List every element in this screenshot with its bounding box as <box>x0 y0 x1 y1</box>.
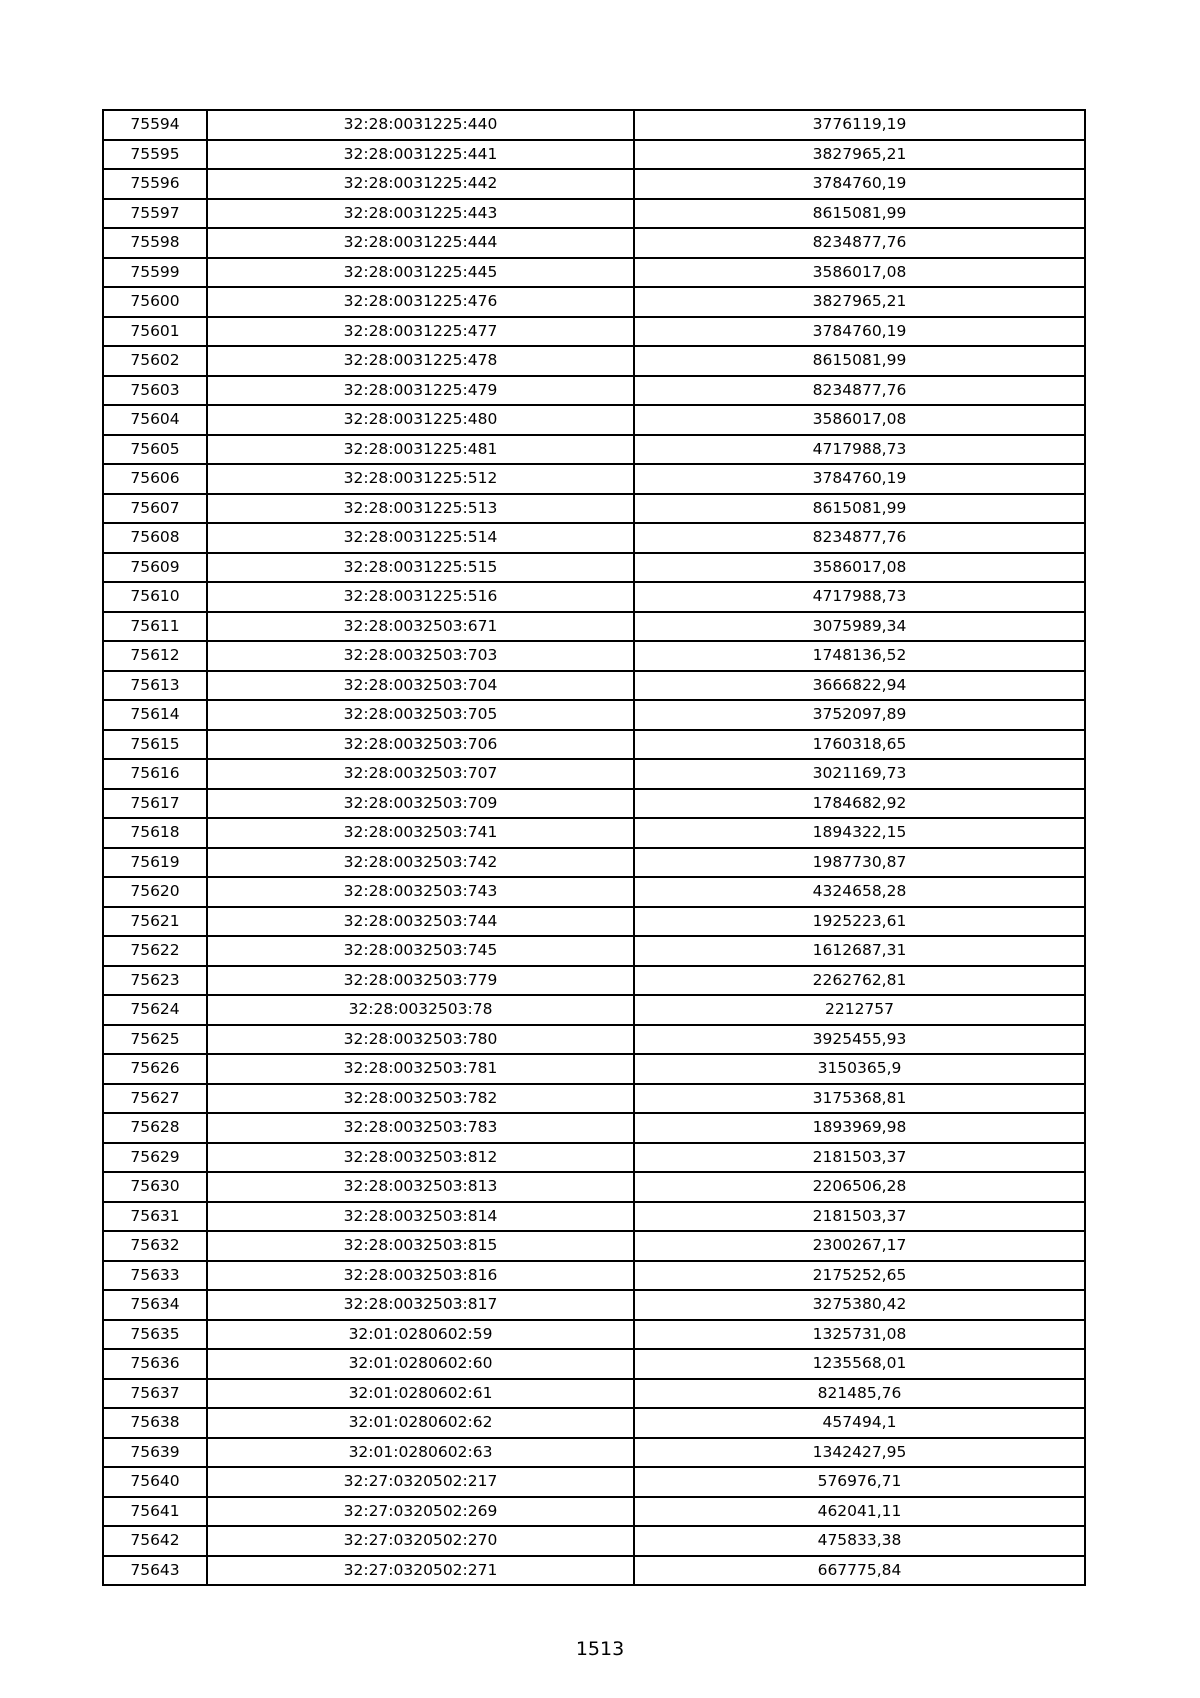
cadastral-value-cell: 2212757 <box>634 995 1085 1025</box>
table-row <box>103 1497 1085 1527</box>
cadastral-value-cell: 8234877,76 <box>634 228 1085 258</box>
cadastral-number-cell: 32:28:0032503:815 <box>207 1231 634 1261</box>
cadastral-number-cell: 32:28:0032503:703 <box>207 641 634 671</box>
table-body <box>103 110 1085 1585</box>
row-number-cell: 75611 <box>103 612 207 642</box>
cadastral-value-cell: 3925455,93 <box>634 1025 1085 1055</box>
table-row <box>103 199 1085 229</box>
cadastral-value-cell: 462041,11 <box>634 1497 1085 1527</box>
row-number-cell: 75614 <box>103 700 207 730</box>
table-row <box>103 553 1085 583</box>
row-number-cell: 75602 <box>103 346 207 376</box>
cadastral-value-cell: 1987730,87 <box>634 848 1085 878</box>
cadastral-number-cell: 32:28:0032503:704 <box>207 671 634 701</box>
cadastral-number-cell: 32:28:0031225:479 <box>207 376 634 406</box>
cadastral-number-cell: 32:28:0032503:743 <box>207 877 634 907</box>
row-number-cell: 75638 <box>103 1408 207 1438</box>
cadastral-value-cell: 4324658,28 <box>634 877 1085 907</box>
cadastral-number-cell: 32:28:0031225:444 <box>207 228 634 258</box>
cadastral-value-cell: 1342427,95 <box>634 1438 1085 1468</box>
table-row <box>103 464 1085 494</box>
row-number-cell: 75622 <box>103 936 207 966</box>
row-number-cell: 75639 <box>103 1438 207 1468</box>
cadastral-number-cell: 32:27:0320502:271 <box>207 1556 634 1586</box>
cadastral-number-cell: 32:01:0280602:59 <box>207 1320 634 1350</box>
table-row <box>103 258 1085 288</box>
cadastral-value-cell: 3586017,08 <box>634 258 1085 288</box>
cadastral-number-cell: 32:28:0032503:780 <box>207 1025 634 1055</box>
row-number-cell: 75613 <box>103 671 207 701</box>
table-row <box>103 110 1085 140</box>
cadastral-value-cell: 3150365,9 <box>634 1054 1085 1084</box>
cadastral-value-cell: 3752097,89 <box>634 700 1085 730</box>
cadastral-number-cell: 32:28:0032503:705 <box>207 700 634 730</box>
cadastral-value-cell: 475833,38 <box>634 1526 1085 1556</box>
cadastral-value-cell: 3784760,19 <box>634 317 1085 347</box>
cadastral-number-cell: 32:28:0031225:476 <box>207 287 634 317</box>
table-row <box>103 228 1085 258</box>
cadastral-value-cell: 1612687,31 <box>634 936 1085 966</box>
cadastral-number-cell: 32:28:0032503:709 <box>207 789 634 819</box>
page-number: 1513 <box>575 1638 625 1660</box>
row-number-cell: 75640 <box>103 1467 207 1497</box>
cadastral-value-cell: 2181503,37 <box>634 1143 1085 1173</box>
cadastral-value-cell: 2175252,65 <box>634 1261 1085 1291</box>
row-number-cell: 75618 <box>103 818 207 848</box>
table-row <box>103 1202 1085 1232</box>
table-row <box>103 1143 1085 1173</box>
table-row <box>103 376 1085 406</box>
cadastral-number-cell: 32:01:0280602:61 <box>207 1379 634 1409</box>
table-row <box>103 700 1085 730</box>
row-number-cell: 75637 <box>103 1379 207 1409</box>
table-row <box>103 1231 1085 1261</box>
row-number-cell: 75626 <box>103 1054 207 1084</box>
cadastral-number-cell: 32:28:0031225:480 <box>207 405 634 435</box>
cadastral-value-cell: 457494,1 <box>634 1408 1085 1438</box>
cadastral-number-cell: 32:28:0031225:443 <box>207 199 634 229</box>
table-row <box>103 346 1085 376</box>
cadastral-value-cell: 2262762,81 <box>634 966 1085 996</box>
table-row <box>103 1526 1085 1556</box>
row-number-cell: 75617 <box>103 789 207 819</box>
cadastral-value-cell: 3784760,19 <box>634 169 1085 199</box>
cadastral-value-cell: 8615081,99 <box>634 494 1085 524</box>
row-number-cell: 75633 <box>103 1261 207 1291</box>
cadastral-number-cell: 32:28:0031225:440 <box>207 110 634 140</box>
cadastral-number-cell: 32:01:0280602:63 <box>207 1438 634 1468</box>
cadastral-value-cell: 3275380,42 <box>634 1290 1085 1320</box>
row-number-cell: 75609 <box>103 553 207 583</box>
cadastral-number-cell: 32:28:0031225:515 <box>207 553 634 583</box>
cadastral-value-cell: 3776119,19 <box>634 110 1085 140</box>
cadastral-value-cell: 1748136,52 <box>634 641 1085 671</box>
cadastral-value-cell: 1925223,61 <box>634 907 1085 937</box>
cadastral-number-cell: 32:28:0031225:442 <box>207 169 634 199</box>
cadastral-number-cell: 32:28:0032503:817 <box>207 1290 634 1320</box>
cadastral-number-cell: 32:27:0320502:217 <box>207 1467 634 1497</box>
cadastral-number-cell: 32:28:0032503:781 <box>207 1054 634 1084</box>
row-number-cell: 75600 <box>103 287 207 317</box>
cadastral-number-cell: 32:28:0031225:516 <box>207 582 634 612</box>
cadastral-number-cell: 32:28:0032503:741 <box>207 818 634 848</box>
cadastral-value-cell: 2300267,17 <box>634 1231 1085 1261</box>
cadastral-value-cell: 3827965,21 <box>634 287 1085 317</box>
cadastral-number-cell: 32:28:0032503:78 <box>207 995 634 1025</box>
cadastral-value-cell: 821485,76 <box>634 1379 1085 1409</box>
cadastral-value-cell: 3784760,19 <box>634 464 1085 494</box>
table-row <box>103 1408 1085 1438</box>
cadastral-number-cell: 32:28:0031225:477 <box>207 317 634 347</box>
row-number-cell: 75641 <box>103 1497 207 1527</box>
row-number-cell: 75619 <box>103 848 207 878</box>
table-row <box>103 317 1085 347</box>
cadastral-value-cell: 1893969,98 <box>634 1113 1085 1143</box>
row-number-cell: 75615 <box>103 730 207 760</box>
cadastral-value-cell: 3827965,21 <box>634 140 1085 170</box>
table-row <box>103 1084 1085 1114</box>
cadastral-value-cell: 1760318,65 <box>634 730 1085 760</box>
cadastral-number-cell: 32:28:0032503:816 <box>207 1261 634 1291</box>
row-number-cell: 75632 <box>103 1231 207 1261</box>
cadastral-value-cell: 3075989,34 <box>634 612 1085 642</box>
row-number-cell: 75606 <box>103 464 207 494</box>
cadastral-number-cell: 32:28:0031225:512 <box>207 464 634 494</box>
cadastral-value-cell: 8615081,99 <box>634 199 1085 229</box>
table-row <box>103 730 1085 760</box>
table-row <box>103 995 1085 1025</box>
row-number-cell: 75620 <box>103 877 207 907</box>
cadastral-number-cell: 32:28:0031225:481 <box>207 435 634 465</box>
cadastral-number-cell: 32:28:0032503:745 <box>207 936 634 966</box>
cadastral-value-cell: 1235568,01 <box>634 1349 1085 1379</box>
cadastral-value-cell: 1784682,92 <box>634 789 1085 819</box>
cadastral-number-cell: 32:28:0031225:514 <box>207 523 634 553</box>
row-number-cell: 75621 <box>103 907 207 937</box>
cadastral-number-cell: 32:28:0032503:782 <box>207 1084 634 1114</box>
cadastral-value-cell: 3666822,94 <box>634 671 1085 701</box>
table-row <box>103 140 1085 170</box>
cadastral-value-cell: 8615081,99 <box>634 346 1085 376</box>
row-number-cell: 75624 <box>103 995 207 1025</box>
cadastral-value-cell: 3586017,08 <box>634 405 1085 435</box>
row-number-cell: 75612 <box>103 641 207 671</box>
table-row <box>103 523 1085 553</box>
cadastral-number-cell: 32:01:0280602:62 <box>207 1408 634 1438</box>
cadastral-number-cell: 32:27:0320502:270 <box>207 1526 634 1556</box>
cadastral-value-cell: 3175368,81 <box>634 1084 1085 1114</box>
cadastral-number-cell: 32:28:0032503:779 <box>207 966 634 996</box>
row-number-cell: 75630 <box>103 1172 207 1202</box>
table-row <box>103 1467 1085 1497</box>
table-row <box>103 818 1085 848</box>
table-row <box>103 1320 1085 1350</box>
table-row <box>103 1113 1085 1143</box>
table-row <box>103 671 1085 701</box>
row-number-cell: 75596 <box>103 169 207 199</box>
row-number-cell: 75643 <box>103 1556 207 1586</box>
cadastral-number-cell: 32:28:0031225:513 <box>207 494 634 524</box>
cadastral-value-cell: 1894322,15 <box>634 818 1085 848</box>
row-number-cell: 75595 <box>103 140 207 170</box>
table-row <box>103 1556 1085 1586</box>
row-number-cell: 75603 <box>103 376 207 406</box>
table-row <box>103 582 1085 612</box>
table-row <box>103 169 1085 199</box>
cadastral-value-cell: 2181503,37 <box>634 1202 1085 1232</box>
table-row <box>103 936 1085 966</box>
row-number-cell: 75608 <box>103 523 207 553</box>
cadastral-number-cell: 32:28:0032503:671 <box>207 612 634 642</box>
table-row <box>103 1172 1085 1202</box>
table-row <box>103 848 1085 878</box>
cadastral-number-cell: 32:28:0032503:783 <box>207 1113 634 1143</box>
table-row <box>103 877 1085 907</box>
cadastral-number-cell: 32:28:0032503:812 <box>207 1143 634 1173</box>
cadastral-value-cell: 8234877,76 <box>634 376 1085 406</box>
cadastral-number-cell: 32:27:0320502:269 <box>207 1497 634 1527</box>
table-row <box>103 1438 1085 1468</box>
table-row <box>103 494 1085 524</box>
table-row <box>103 641 1085 671</box>
cadastral-number-cell: 32:28:0032503:744 <box>207 907 634 937</box>
row-number-cell: 75629 <box>103 1143 207 1173</box>
table-row <box>103 287 1085 317</box>
row-number-cell: 75610 <box>103 582 207 612</box>
row-number-cell: 75628 <box>103 1113 207 1143</box>
row-number-cell: 75636 <box>103 1349 207 1379</box>
cadastral-number-cell: 32:28:0032503:813 <box>207 1172 634 1202</box>
row-number-cell: 75597 <box>103 199 207 229</box>
row-number-cell: 75635 <box>103 1320 207 1350</box>
row-number-cell: 75594 <box>103 110 207 140</box>
table-row <box>103 1290 1085 1320</box>
row-number-cell: 75607 <box>103 494 207 524</box>
table-row <box>103 1025 1085 1055</box>
cadastral-value-cell: 576976,71 <box>634 1467 1085 1497</box>
row-number-cell: 75625 <box>103 1025 207 1055</box>
cadastral-number-cell: 32:28:0031225:478 <box>207 346 634 376</box>
row-number-cell: 75623 <box>103 966 207 996</box>
row-number-cell: 75631 <box>103 1202 207 1232</box>
table-row <box>103 789 1085 819</box>
row-number-cell: 75598 <box>103 228 207 258</box>
cadastral-number-cell: 32:28:0032503:707 <box>207 759 634 789</box>
row-number-cell: 75599 <box>103 258 207 288</box>
cadastral-value-cell: 4717988,73 <box>634 582 1085 612</box>
cadastral-number-cell: 32:28:0032503:814 <box>207 1202 634 1232</box>
table-row <box>103 435 1085 465</box>
table-row <box>103 1349 1085 1379</box>
row-number-cell: 75616 <box>103 759 207 789</box>
cadastral-value-cell: 2206506,28 <box>634 1172 1085 1202</box>
row-number-cell: 75634 <box>103 1290 207 1320</box>
row-number-cell: 75642 <box>103 1526 207 1556</box>
table-row <box>103 966 1085 996</box>
cadastral-number-cell: 32:28:0032503:742 <box>207 848 634 878</box>
table-row <box>103 1054 1085 1084</box>
cadastral-number-cell: 32:28:0031225:441 <box>207 140 634 170</box>
row-number-cell: 75605 <box>103 435 207 465</box>
cadastral-value-cell: 3586017,08 <box>634 553 1085 583</box>
row-number-cell: 75601 <box>103 317 207 347</box>
table-row <box>103 1379 1085 1409</box>
cadastral-value-table <box>102 109 1086 1586</box>
table-row <box>103 405 1085 435</box>
cadastral-number-cell: 32:01:0280602:60 <box>207 1349 634 1379</box>
table-row <box>103 1261 1085 1291</box>
cadastral-value-cell: 667775,84 <box>634 1556 1085 1586</box>
table-row <box>103 907 1085 937</box>
table-row <box>103 759 1085 789</box>
cadastral-value-cell: 3021169,73 <box>634 759 1085 789</box>
row-number-cell: 75627 <box>103 1084 207 1114</box>
cadastral-value-cell: 1325731,08 <box>634 1320 1085 1350</box>
cadastral-value-cell: 4717988,73 <box>634 435 1085 465</box>
cadastral-value-cell: 8234877,76 <box>634 523 1085 553</box>
table-row <box>103 612 1085 642</box>
cadastral-number-cell: 32:28:0031225:445 <box>207 258 634 288</box>
cadastral-number-cell: 32:28:0032503:706 <box>207 730 634 760</box>
row-number-cell: 75604 <box>103 405 207 435</box>
